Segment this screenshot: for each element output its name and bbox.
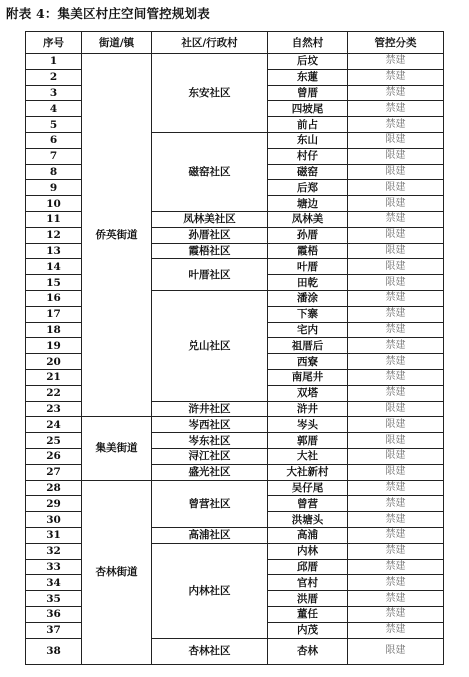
- village-cell: 杏林: [268, 638, 348, 665]
- village-cell: 南尾井: [268, 369, 348, 385]
- row-number: 8: [26, 164, 82, 180]
- control-category-cell: 限建: [348, 196, 444, 212]
- row-number: 12: [26, 227, 82, 243]
- row-number: 16: [26, 290, 82, 306]
- row-number: 26: [26, 448, 82, 464]
- village-cell: 内茂: [268, 622, 348, 638]
- row-number: 36: [26, 606, 82, 622]
- row-number: 28: [26, 480, 82, 496]
- control-category-cell: 禁建: [348, 69, 444, 85]
- village-cell: 前占: [268, 117, 348, 133]
- village-cell: 岑头: [268, 417, 348, 433]
- village-cell: 官村: [268, 575, 348, 591]
- village-control-table: [25, 31, 444, 665]
- village-cell: 吴仔尾: [268, 480, 348, 496]
- row-number: 24: [26, 417, 82, 433]
- control-category-cell: 禁建: [348, 512, 444, 528]
- community-cell: 杏林社区: [152, 638, 268, 665]
- row-number: 25: [26, 433, 82, 449]
- control-category-cell: 禁建: [348, 480, 444, 496]
- village-cell: 西寮: [268, 354, 348, 370]
- header-no: 序号: [26, 32, 82, 54]
- village-cell: 霞梧: [268, 243, 348, 259]
- row-number: 18: [26, 322, 82, 338]
- table-row: [26, 480, 444, 496]
- control-category-cell: 禁建: [348, 559, 444, 575]
- row-number: 21: [26, 369, 82, 385]
- control-category-cell: 禁建: [348, 306, 444, 322]
- control-category-cell: 禁建: [348, 101, 444, 117]
- control-category-cell: 禁建: [348, 543, 444, 559]
- village-cell: 内林: [268, 543, 348, 559]
- village-cell: 叶厝: [268, 259, 348, 275]
- village-cell: 邱厝: [268, 559, 348, 575]
- page-title: 附表 4：集美区村庄空间管控规划表: [6, 6, 210, 21]
- header-village: 自然村: [268, 32, 348, 54]
- village-cell: 后坟: [268, 54, 348, 70]
- village-cell: 孙厝: [268, 227, 348, 243]
- village-cell: 四坡尾: [268, 101, 348, 117]
- row-number: 3: [26, 85, 82, 101]
- control-category-cell: 限建: [348, 638, 444, 665]
- row-number: 27: [26, 464, 82, 480]
- street-cell: 侨英街道: [82, 54, 152, 417]
- village-cell: 洪塘头: [268, 512, 348, 528]
- row-number: 31: [26, 527, 82, 543]
- control-category-cell: 禁建: [348, 54, 444, 70]
- row-number: 7: [26, 148, 82, 164]
- row-number: 1: [26, 54, 82, 70]
- row-number: 9: [26, 180, 82, 196]
- control-category-cell: 禁建: [348, 575, 444, 591]
- village-cell: 祖厝后: [268, 338, 348, 354]
- control-category-cell: 限建: [348, 148, 444, 164]
- community-cell: 磁窑社区: [152, 133, 268, 212]
- control-category-cell: 禁建: [348, 385, 444, 401]
- row-number: 35: [26, 591, 82, 607]
- table-row: [26, 417, 444, 433]
- row-number: 13: [26, 243, 82, 259]
- row-number: 17: [26, 306, 82, 322]
- row-number: 15: [26, 275, 82, 291]
- community-cell: 高浦社区: [152, 527, 268, 543]
- street-cell: 集美街道: [82, 417, 152, 480]
- row-number: 32: [26, 543, 82, 559]
- village-cell: 洪厝: [268, 591, 348, 607]
- table-row: [26, 54, 444, 70]
- village-cell: 下寨: [268, 306, 348, 322]
- control-category-cell: 禁建: [348, 338, 444, 354]
- row-number: 29: [26, 496, 82, 512]
- control-category-cell: 禁建: [348, 369, 444, 385]
- control-category-cell: 限建: [348, 433, 444, 449]
- village-cell: 东蓮: [268, 69, 348, 85]
- row-number: 10: [26, 196, 82, 212]
- row-number: 37: [26, 622, 82, 638]
- control-category-cell: 限建: [348, 417, 444, 433]
- village-cell: 双塔: [268, 385, 348, 401]
- village-cell: 后郑: [268, 180, 348, 196]
- community-cell: 霞梧社区: [152, 243, 268, 259]
- control-category-cell: 禁建: [348, 211, 444, 227]
- row-number: 14: [26, 259, 82, 275]
- header-community: 社区/行政村: [152, 32, 268, 54]
- control-category-cell: 禁建: [348, 322, 444, 338]
- row-number: 30: [26, 512, 82, 528]
- village-cell: 大社: [268, 448, 348, 464]
- control-category-cell: 禁建: [348, 527, 444, 543]
- row-number: 19: [26, 338, 82, 354]
- community-cell: 内林社区: [152, 543, 268, 638]
- control-category-cell: 禁建: [348, 606, 444, 622]
- row-number: 4: [26, 101, 82, 117]
- control-category-cell: 禁建: [348, 354, 444, 370]
- community-cell: 岑东社区: [152, 433, 268, 449]
- control-category-cell: 限建: [348, 164, 444, 180]
- row-number: 34: [26, 575, 82, 591]
- row-number: 33: [26, 559, 82, 575]
- village-cell: 董任: [268, 606, 348, 622]
- village-cell: 塘边: [268, 196, 348, 212]
- row-number: 11: [26, 211, 82, 227]
- community-cell: 兑山社区: [152, 290, 268, 401]
- control-category-cell: 限建: [348, 227, 444, 243]
- control-category-cell: 限建: [348, 464, 444, 480]
- control-category-cell: 禁建: [348, 85, 444, 101]
- community-cell: 浔江社区: [152, 448, 268, 464]
- community-cell: 岑西社区: [152, 417, 268, 433]
- street-cell: 杏林街道: [82, 480, 152, 664]
- village-cell: 曾厝: [268, 85, 348, 101]
- community-cell: 凤林美社区: [152, 211, 268, 227]
- village-cell: 村仔: [268, 148, 348, 164]
- village-cell: 宅内: [268, 322, 348, 338]
- control-category-cell: 限建: [348, 243, 444, 259]
- village-cell: 曾营: [268, 496, 348, 512]
- row-number: 5: [26, 117, 82, 133]
- row-number: 22: [26, 385, 82, 401]
- row-number: 2: [26, 69, 82, 85]
- community-cell: 浒井社区: [152, 401, 268, 417]
- village-cell: 凤林美: [268, 211, 348, 227]
- header-control: 管控分类: [348, 32, 444, 54]
- village-cell: 磁窑: [268, 164, 348, 180]
- control-category-cell: 禁建: [348, 117, 444, 133]
- village-cell: 浒井: [268, 401, 348, 417]
- control-category-cell: 限建: [348, 180, 444, 196]
- row-number: 20: [26, 354, 82, 370]
- control-category-cell: 限建: [348, 133, 444, 149]
- row-number: 38: [26, 638, 82, 665]
- control-category-cell: 禁建: [348, 290, 444, 306]
- control-category-cell: 禁建: [348, 622, 444, 638]
- community-cell: 东安社区: [152, 54, 268, 133]
- community-cell: 盛光社区: [152, 464, 268, 480]
- community-cell: 叶厝社区: [152, 259, 268, 291]
- control-category-cell: 限建: [348, 259, 444, 275]
- village-cell: 东山: [268, 133, 348, 149]
- row-number: 6: [26, 133, 82, 149]
- header-street: 街道/镇: [82, 32, 152, 54]
- table-header-row: [26, 32, 444, 54]
- control-category-cell: 限建: [348, 401, 444, 417]
- village-cell: 大社新村: [268, 464, 348, 480]
- control-category-cell: 禁建: [348, 591, 444, 607]
- community-cell: 曾营社区: [152, 480, 268, 527]
- village-cell: 郭厝: [268, 433, 348, 449]
- village-cell: 潘涂: [268, 290, 348, 306]
- control-category-cell: 限建: [348, 448, 444, 464]
- control-category-cell: 限建: [348, 275, 444, 291]
- control-category-cell: 禁建: [348, 496, 444, 512]
- community-cell: 孙厝社区: [152, 227, 268, 243]
- village-cell: 高浦: [268, 527, 348, 543]
- village-cell: 田乾: [268, 275, 348, 291]
- row-number: 23: [26, 401, 82, 417]
